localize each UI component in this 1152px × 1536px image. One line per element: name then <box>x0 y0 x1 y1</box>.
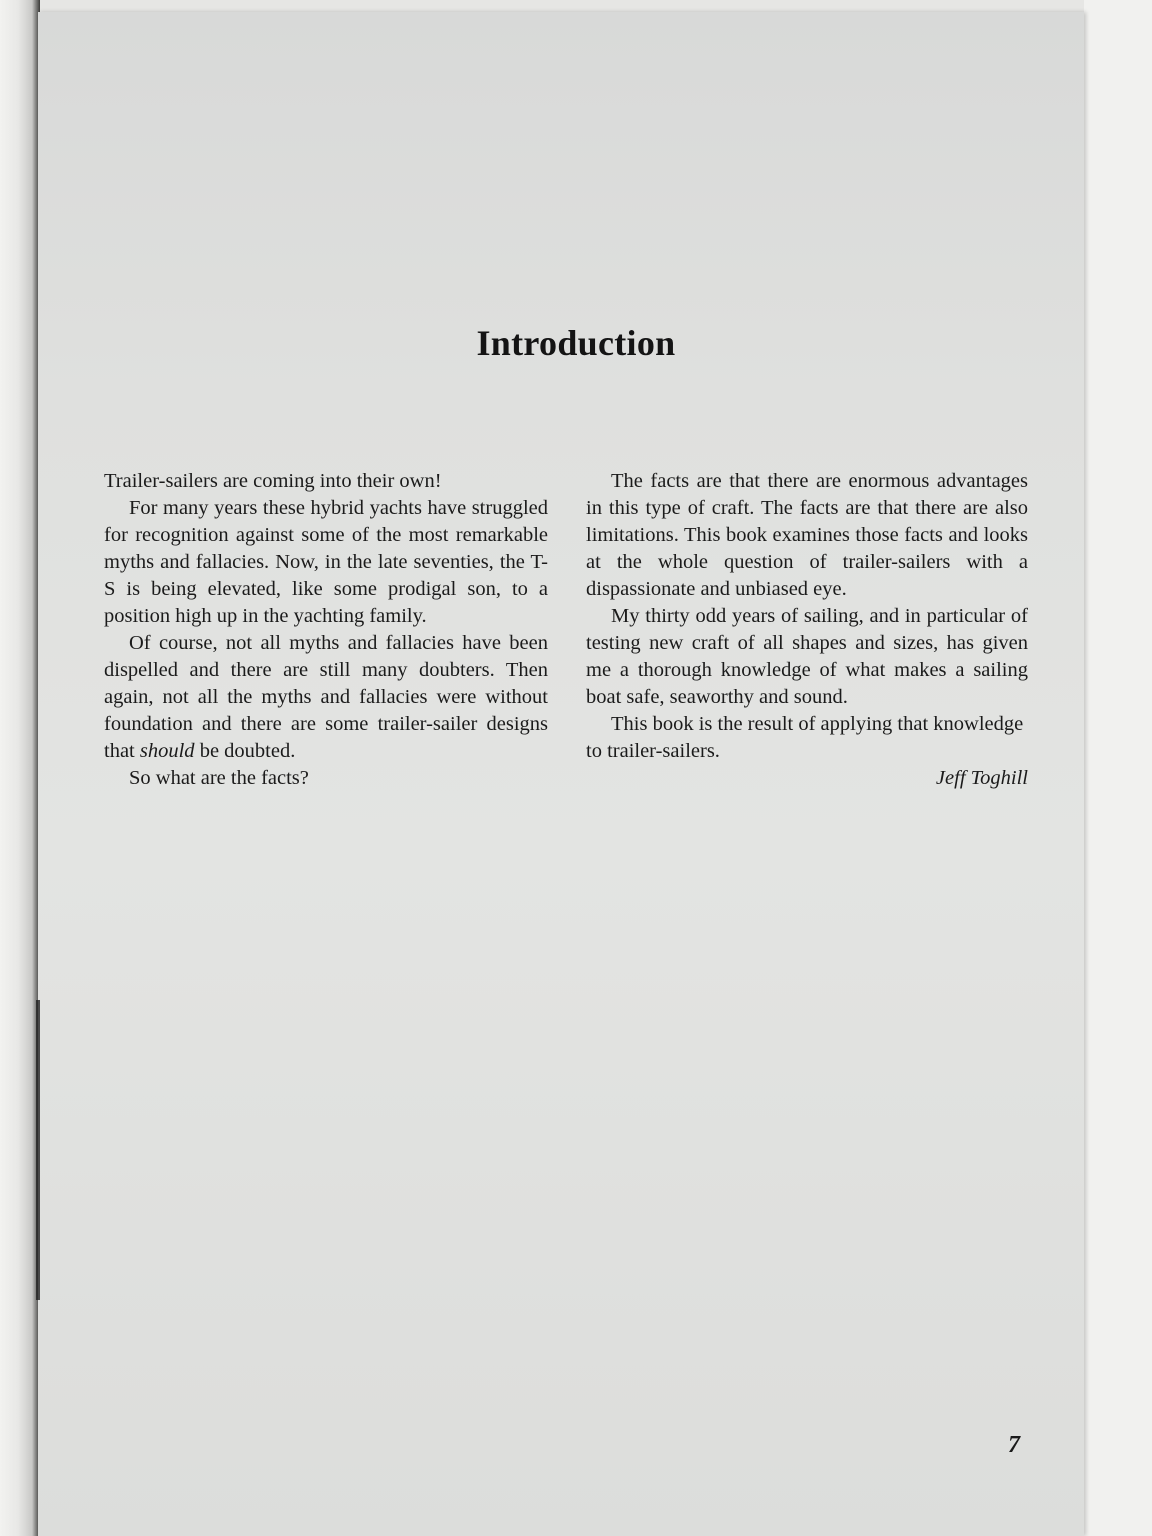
background-surface <box>1084 0 1152 1536</box>
paragraph-text: Of course, not all myths and fallacies have been dispelled and there are still many doubters. Then again, not all the myths and fallacies were without foundation and there are some trailer-sailer designs that <box>104 632 548 762</box>
page-number: 7 <box>1008 1432 1020 1458</box>
paragraph-text: be doubted. <box>194 740 296 762</box>
author-signature: Jeff Toghill <box>935 767 1028 789</box>
paragraph: For many years these hybrid yachts have struggled for recognition against some of the most remarkable myths and fallacies. Now, in the late seventies, the T-S is being elevated, like some prodigal son, to a position high up in the yachting family. <box>104 497 548 627</box>
paragraph: My thirty odd years of sailing, and in particular of testing new craft of all shapes and sizes, has given me a thorough knowledge of what makes a sailing boat safe, seaworthy and sound. <box>586 605 1028 708</box>
paragraph: Trailer-sailers are coming into their own! <box>104 470 442 492</box>
emphasis-text: should <box>139 740 195 762</box>
left-column <box>104 468 548 792</box>
left-page-edge <box>0 0 40 1536</box>
paragraph <box>104 630 548 765</box>
spine-shadow <box>36 1000 40 1300</box>
right-column <box>586 468 1028 792</box>
paragraph: So what are the facts? <box>129 767 309 789</box>
paragraph: This book is the result of applying that knowledge to trailer-sailers. <box>586 713 1024 762</box>
page-title: Introduction <box>476 323 676 363</box>
paragraph: The facts are that there are enormous advantages in this type of craft. The facts are that there are also limitations. This book examines those facts and looks at the whole question of trailer-sailers with a dispassionate and unbiased eye. <box>586 470 1028 600</box>
